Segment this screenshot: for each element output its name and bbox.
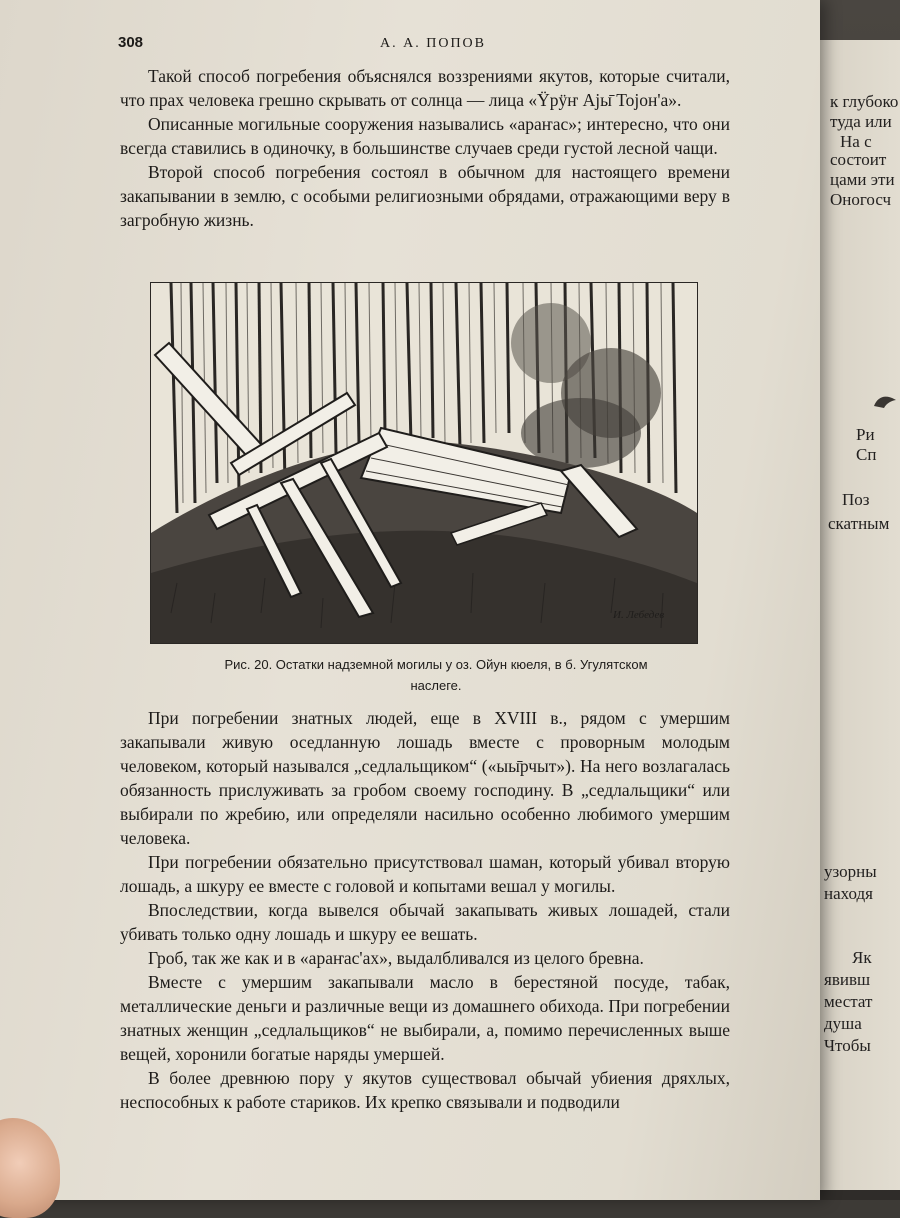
paragraph: Впоследствии, когда вывелся обычай закапывать живых лошадей, стали убивать только одну лошадь и шкуру ее вешать.: [120, 900, 730, 944]
page-number: 308: [118, 34, 144, 51]
facing-line: местат: [824, 992, 873, 1011]
facing-line: цами эти: [830, 170, 895, 189]
page-header: [118, 34, 700, 56]
facing-line: состоит: [830, 150, 887, 169]
paragraph: Такой способ погребения объяснялся воззрениями якутов, которые считали, что прах человека грешно скрывать от солнца — лица «Ÿрÿҥ Аjы̄ Тојон'а».: [120, 66, 730, 110]
caption-line: наслеге.: [410, 678, 462, 693]
top-text-block: [120, 64, 730, 232]
facing-line: Чтобы: [824, 1036, 871, 1055]
facing-line: скатным: [828, 514, 890, 533]
running-head: А. А. ПОПОВ: [380, 36, 486, 51]
paragraph: Вместе с умершим закапывали масло в берестяной посуде, табак, металлические деньги и различные вещи из домашнего обихода. При погребении знатных женщин „седлальщиков“ не выбирали, а, помимо перечисленных выше вещей, хоронили богатые наряды умершей.: [120, 972, 730, 1064]
figure-caption: [156, 654, 716, 696]
thumb: [0, 1118, 60, 1218]
facing-line: На с: [840, 132, 872, 151]
caption-line: Рис. 20. Остатки надземной могилы у оз. Ойун кюеля, в б. Угулятском: [224, 657, 648, 672]
ornament-icon: [872, 392, 898, 410]
figure-illustration: [150, 282, 698, 644]
facing-line: туда или: [830, 112, 892, 131]
paragraph: При погребении знатных людей, еще в XVIII в., рядом с умершим закапывали живую оседланную лошадь вместе с проворным молодым человеком, который назывался „седлальщиком“ («ыы̄рчыт»). На него возлагалась обязанность прислуживать за гробом своему господину. В „седлальщики“ или выбирали по жребию, или определяли насильно особенно любимого умершим человека.: [120, 708, 730, 848]
paragraph: При погребении обязательно присутствовал шаман, который убивал вторую лошадь, а шкуру ее вместе с головой и копытами вешал у могилы.: [120, 852, 730, 896]
paragraph: В более древнюю пору у якутов существовал обычай убиения дряхлых, неспособных к работе стариков. Их крепко связывали и подводили: [120, 1068, 730, 1112]
forest-grave-drawing: [151, 283, 697, 643]
facing-line: Як: [852, 948, 872, 967]
facing-line: душа: [824, 1014, 862, 1033]
facing-line: Сп: [856, 445, 877, 464]
facing-line: к глубоко: [830, 92, 899, 111]
paragraph: Второй способ погребения состоял в обычном для настоящего времени закапывании в землю, с особыми религиозными обрядами, отражающими веру в загробную жизнь.: [120, 162, 730, 230]
facing-line: узорны: [824, 862, 877, 881]
facing-line: находя: [824, 884, 873, 903]
paragraph: Описанные могильные сооружения назывались «араҥас»; интересно, что они всегда ставились в одиночку, в большинстве случаев среди густой лесной чащи.: [120, 114, 730, 158]
bottom-text-block: [120, 706, 730, 1114]
facing-line: Оногосч: [830, 190, 892, 209]
artist-signature: И. Лебедев: [613, 609, 665, 621]
facing-line: Ри: [856, 425, 875, 444]
paragraph: Гроб, так же как и в «араҥас'ах», выдалбливался из целого бревна.: [148, 948, 644, 968]
facing-line: Поз: [842, 490, 870, 509]
facing-line: явивш: [824, 970, 871, 989]
